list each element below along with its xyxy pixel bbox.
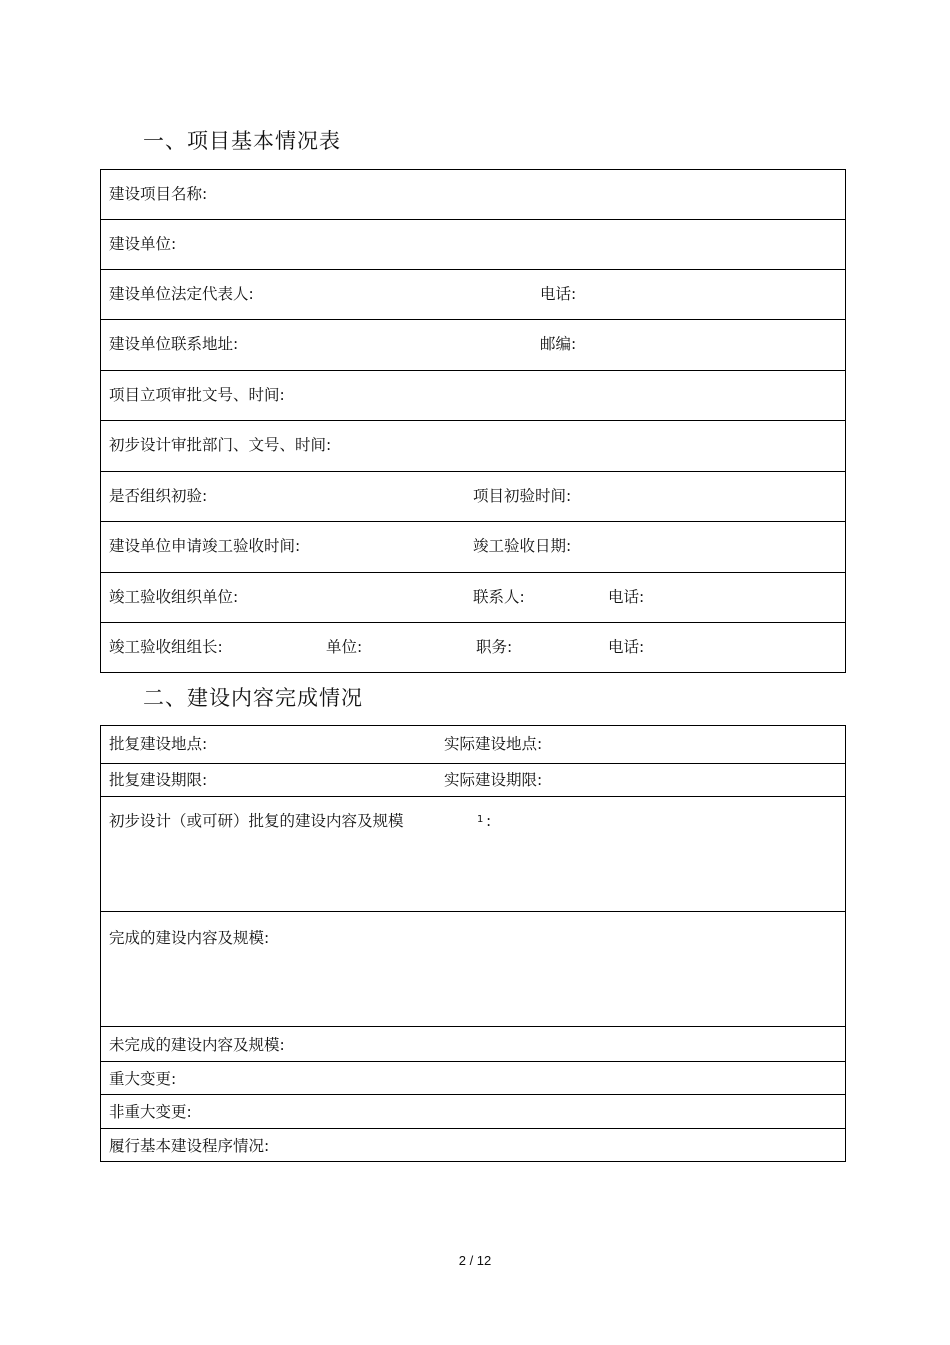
table-row [101, 1027, 845, 1062]
uncompleted-scope-label: 未完成的建设内容及规模: [109, 1036, 285, 1054]
postal-code-label: 邮编: [540, 335, 577, 353]
acceptance-application-time-label: 建设单位申请竣工验收时间: [109, 537, 301, 555]
table-row [101, 1129, 845, 1160]
footnote-marker: 1 [477, 814, 484, 825]
actual-location-label: 实际建设地点: [444, 735, 543, 753]
preliminary-inspection-label: 是否组织初验: [109, 487, 208, 505]
procedure-compliance-label: 履行基本建设程序情况: [109, 1137, 270, 1155]
table-row [101, 623, 845, 671]
acceptance-team-leader-label: 竣工验收组组长: [109, 638, 223, 656]
approval-number-label: 项目立项审批文号、时间: [109, 386, 285, 404]
table-row [101, 797, 845, 912]
contact-address-label: 建设单位联系地址: [109, 335, 239, 353]
table-row [101, 573, 845, 623]
construction-unit-label: 建设单位: [109, 235, 177, 253]
completed-scope-label: 完成的建设内容及规模: [109, 929, 270, 947]
phone-label: 电话: [540, 285, 577, 303]
project-name-label: 建设项目名称: [109, 185, 208, 203]
project-basic-info-table [100, 169, 846, 673]
phone-label: 电话: [608, 638, 645, 656]
section-title-basic-info: 一、项目基本情况表 [143, 129, 341, 153]
major-changes-label: 重大变更: [109, 1070, 177, 1088]
approved-location-label: 批复建设地点: [109, 735, 208, 753]
contact-person-label: 联系人: [473, 588, 525, 606]
table-row [101, 320, 845, 371]
preliminary-design-approval-label: 初步设计审批部门、文号、时间: [109, 436, 332, 454]
section-title-construction-content: 二、建设内容完成情况 [143, 686, 363, 710]
preliminary-inspection-time-label: 项目初验时间: [473, 487, 572, 505]
position-label: 职务: [476, 638, 513, 656]
page-number: 2 / 12 [458, 1253, 492, 1268]
table-row [101, 170, 845, 220]
acceptance-organizer-label: 竣工验收组织单位: [109, 588, 239, 606]
phone-label: 电话: [608, 588, 645, 606]
minor-changes-label: 非重大变更: [109, 1103, 192, 1121]
approved-scope-label: 初步设计（或可研）批复的建设内容及规模 [109, 812, 404, 830]
table-row [101, 912, 845, 1027]
table-row [101, 1062, 845, 1095]
construction-content-table [100, 725, 846, 1162]
unit-label: 单位: [326, 638, 363, 656]
table-row [101, 220, 845, 270]
legal-representative-label: 建设单位法定代表人: [109, 285, 254, 303]
table-row [101, 421, 845, 472]
table-row [101, 726, 845, 764]
actual-period-label: 实际建设期限: [444, 771, 543, 789]
table-row [101, 472, 845, 522]
table-row [101, 270, 845, 320]
table-row [101, 371, 845, 421]
colon: : [486, 812, 492, 830]
table-row [101, 1095, 845, 1129]
table-row [101, 522, 845, 573]
acceptance-date-label: 竣工验收日期: [473, 537, 572, 555]
approved-period-label: 批复建设期限: [109, 771, 208, 789]
table-row [101, 764, 845, 797]
